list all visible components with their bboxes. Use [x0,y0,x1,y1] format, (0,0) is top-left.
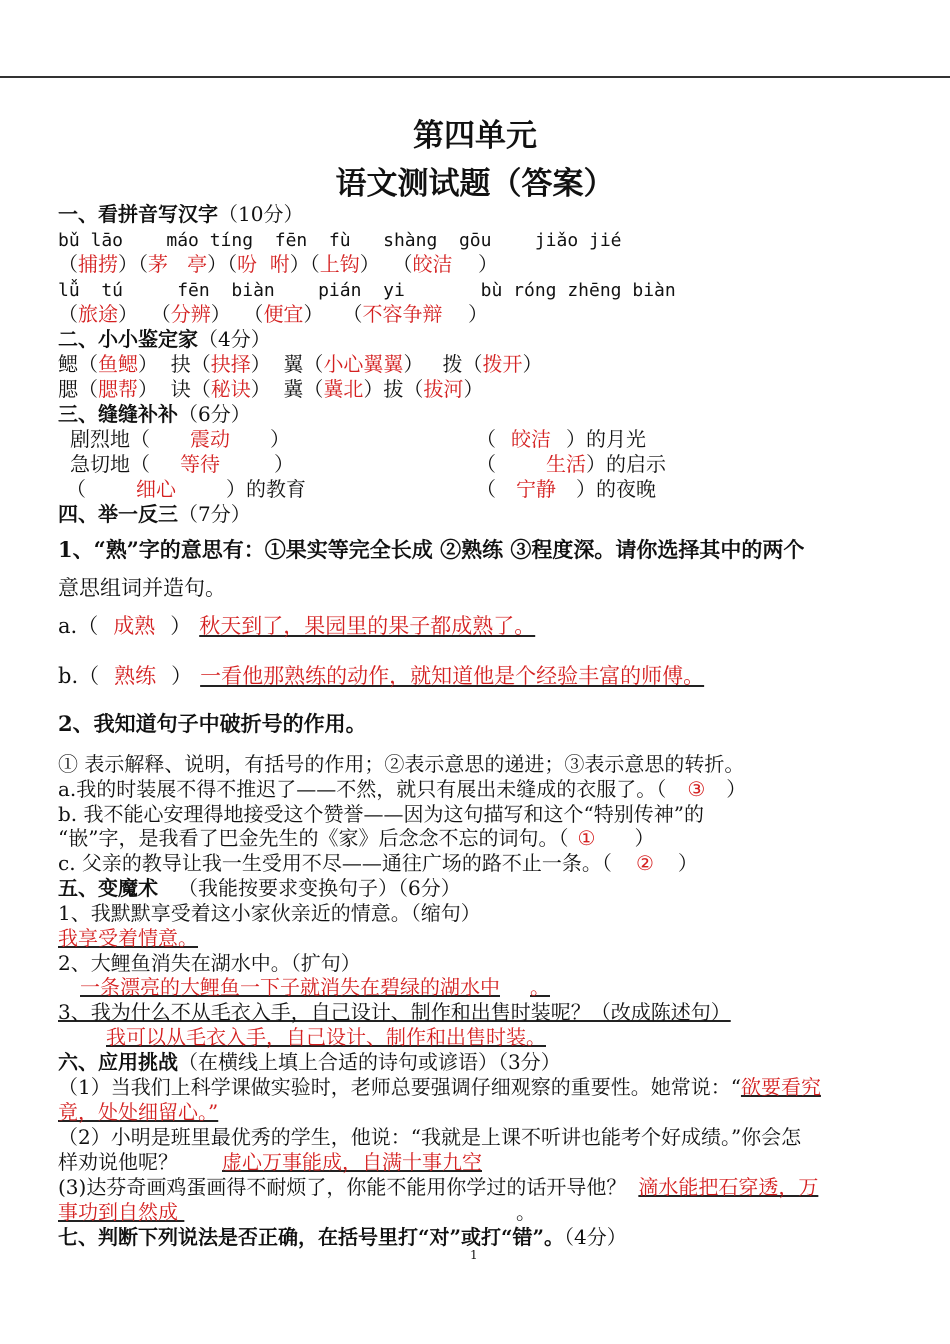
section5-a3: 我可以从毛衣入手，自己设计、制作和出售时装。 [106,1025,546,1049]
section4-q2c: c. 父亲的教导让我一生受用不尽——通往广场的路不止一条。（ ② ） [58,851,698,875]
section4-q2-options: ① 表示解释、说明，有括号的作用；②表示意思的递进；③表示意思的转折。 [58,752,745,776]
section1-pinyin-row1: bǔ lāo máo tíng fēn fù shàng gōu jiǎo jié [58,230,622,251]
section4-q1-line1: 1、“熟”字的意思有：①果实等完全长成 ②熟练 ③程度深。请你选择其中的两个 [58,537,805,562]
page-number: 1 [470,1248,478,1262]
test-title: 语文测试题（答案） [335,166,615,202]
section2-heading: 二、小小鉴定家（4分） [58,327,271,351]
section5-q3: 3、我为什么不从毛衣入手，自己设计、制作和出售时装呢？（改成陈述句） [58,1000,731,1024]
section6-q2-line2: 样劝说他呢？ 虚心万事能成，自满十事九空 [58,1150,482,1174]
section4-q2a: a.我的时装展不得不推迟了——不然，就只有展出未缝成的衣服了。（ ③ ） [58,777,747,801]
section3-item3: 急切地（ 等待 ） [70,452,294,476]
section5-a2: 一条漂亮的大鲤鱼一下子就消失在碧绿的湖水中 。 [80,975,550,999]
section3-item2: （ 皎洁 ）的月光 [476,427,646,451]
section3-item1: 剧烈地（ 震动 ） [70,427,290,451]
section6-a1-cont: 竟，处处细留心。” [58,1100,219,1124]
section3-item6: （ 宁静 ）的夜晚 [476,477,656,501]
header-rule [0,76,950,78]
section1-answer-row2: （旅途） （分辨） （便宜） （不容争辩 ） [58,302,488,326]
section3-item5: （ 细心 ）的教育 [66,477,306,501]
section4-q1-line2: 意思组词并造句。 [58,576,226,600]
section5-q1: 1、我默默享受着这小家伙亲近的情意。（缩句） [58,901,481,925]
section4-answer-a: a.（ 成熟 ） 秋天到了，果园里的果子都成熟了。 [58,614,536,638]
section3-item4: （ 生活）的启示 [476,452,666,476]
section6-q3: (3)达芬奇画鸡蛋画得不耐烦了，你能不能用你学过的话开导他？ 滴水能把石穿透，万 [58,1175,819,1199]
section4-q2: 2、我知道句子中破折号的作用。 [58,711,367,736]
unit-title: 第四单元 [413,118,537,154]
section6-q2-line1: （2）小明是班里最优秀的学生，他说：“我就是上课不听讲也能考个好成绩。”你会怎 [58,1125,802,1149]
section2-row1: 鳃（鱼鳃） 抉（抉择） 翼（小心翼翼） 拨（拨开） [58,352,543,376]
section4-heading: 四、举一反三（7分） [58,502,251,526]
section6-a3-cont: 事功到自然成 。 [58,1200,536,1224]
section6-heading: 六、应用挑战（在横线上填上合适的诗句或谚语）（3分） [58,1050,561,1074]
section5-q2: 2、大鲤鱼消失在湖水中。（扩句） [58,951,361,975]
section5-a1: 我享受着情意。 [58,926,198,950]
section4-answer-b: b.（ 熟练 ） 一看他那熟练的动作，就知道他是个经验丰富的师傅。 [58,664,705,688]
section1-answer-row1: （捕捞）（茅 亭）（吩 咐）（上钩） （皎洁 ） [58,252,498,276]
section1-heading: 一、看拼音写汉字（10分） [58,202,304,226]
section2-row2: 腮（腮帮） 诀（秘诀） 冀（冀北）拔（拔河） [58,377,484,401]
section3-heading: 三、缝缝补补（6分） [58,402,251,426]
section7-heading: 七、判断下列说法是否正确，在括号里打“对”或打“错”。（4分） [58,1225,627,1249]
section4-q2b-line1: b. 我不能心安理得地接受这个赞誉——因为这句描写和这个“特别传神”的 [58,802,704,826]
section1-pinyin-row2: lǚ tú fēn biàn pián yi bù róng zhēng biàn [58,280,676,301]
section4-q2b-line2: “嵌”字，是我看了巴金先生的《家》后念念不忘的词句。（ ① ） [58,826,655,850]
section6-q1: （1）当我们上科学课做实验时，老师总要强调仔细观察的重要性。她常说：“欲要看究 [58,1075,821,1099]
section5-heading: 五、变魔术 （我能按要求变换句子）（6分） [58,876,461,900]
